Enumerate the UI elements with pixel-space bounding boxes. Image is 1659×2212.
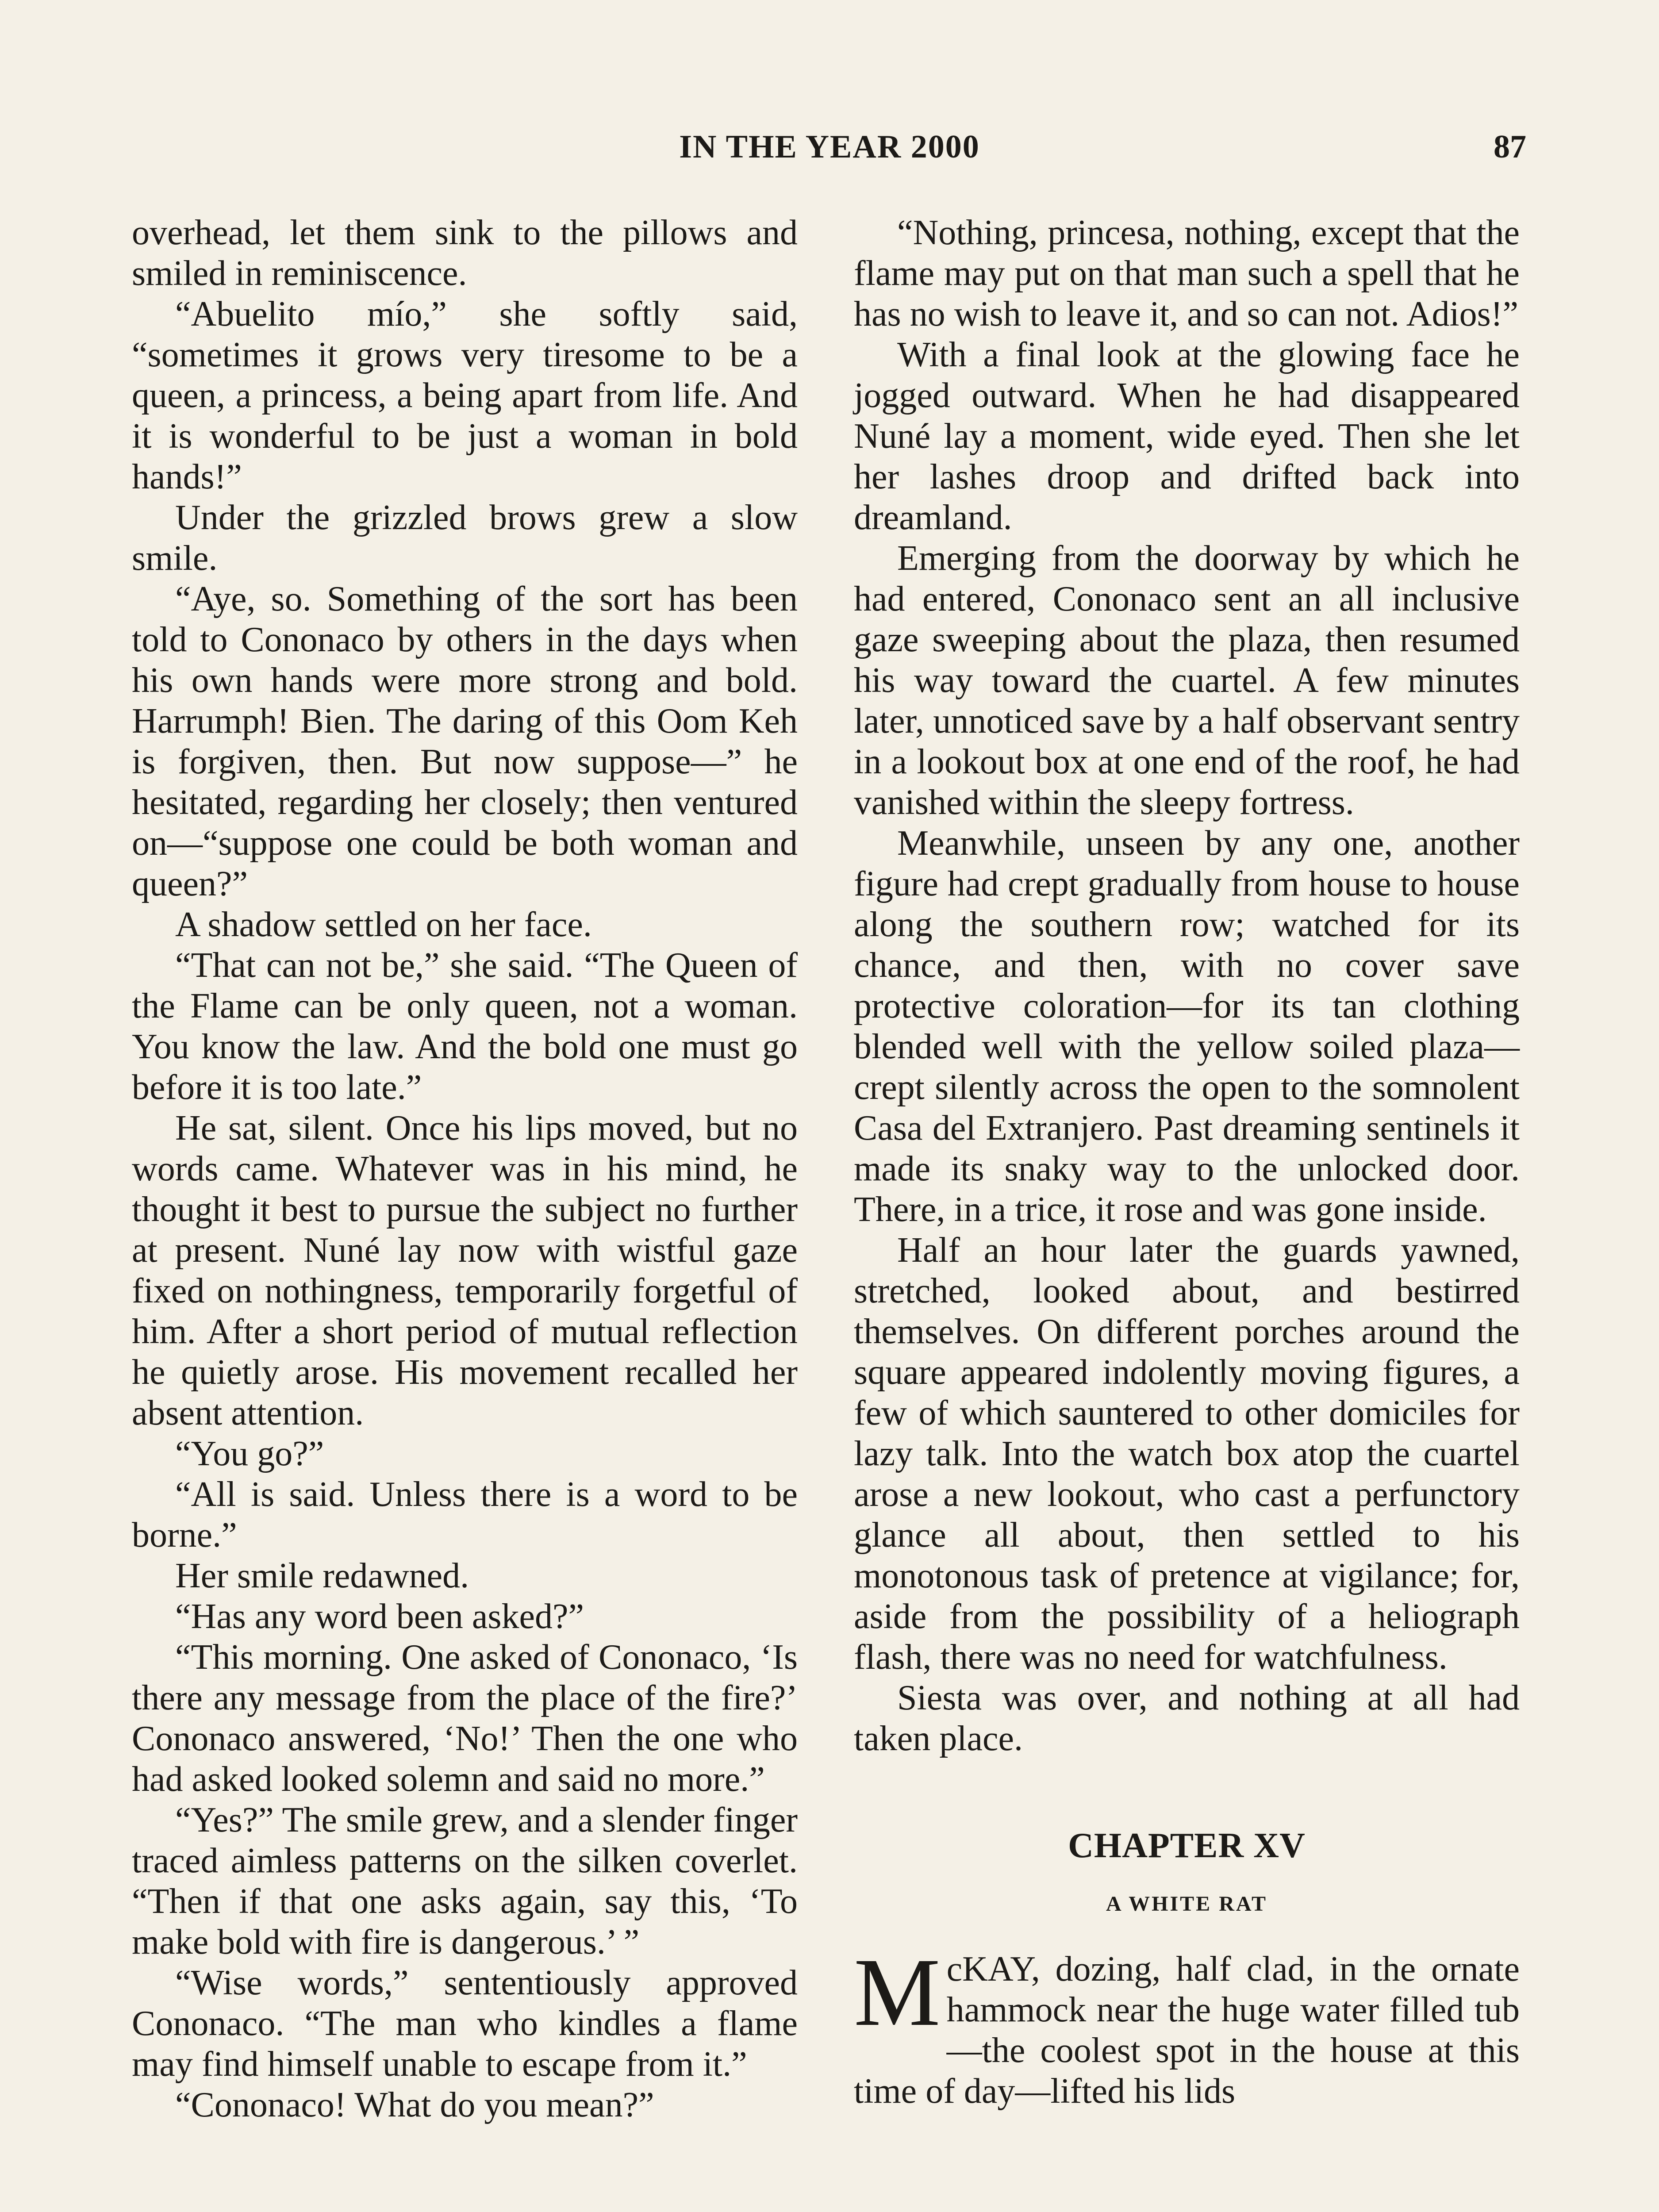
paragraph: “Abuelito mío,” she softly said, “sometimes it grows very tiresome to be a queen, a princess, a being apart from life. And it is wonderful to be just a woman in bold hands!” bbox=[132, 295, 798, 496]
running-title: IN THE YEAR 2000 bbox=[679, 129, 980, 165]
paragraph: “This morning. One asked of Cononaco, ‘Is there any message from the place of the fire?’ Cononaco answered, ‘No!’ Then the one who had asked looked solemn and said no more.” bbox=[132, 1638, 798, 1799]
paragraph: “Aye, so. Something of the sort has been told to Cononaco by others in the days when his own hands were more strong and bold. Harrumph! Bien. The daring of this Oom Keh is forgiven, then. But now suppose—” he hesitated, regarding her closely; then ventured on—“suppose one could be both woman and queen?” bbox=[132, 580, 798, 903]
paragraph: “Yes?” The smile grew, and a slender finger traced aimless patterns on the silken coverlet. “Then if that one asks again, say this, ‘To make bold with fire is dangerous.’ ” bbox=[132, 1801, 798, 1962]
paragraph: “All is said. Unless there is a word to be borne.” bbox=[132, 1475, 798, 1555]
paragraph: “You go?” bbox=[175, 1434, 324, 1473]
paragraph: “That can not be,” she said. “The Queen of the Flame can be only queen, not a woman. You know the law. And the bold one must go before it is too late.” bbox=[132, 946, 798, 1107]
paragraph: A shadow settled on her face. bbox=[175, 905, 592, 944]
paragraph: With a final look at the glowing face he jogged outward. When he had disappeared Nuné lay a moment, wide eyed. Then she let her lashes droop and drifted back into dreamland. bbox=[854, 335, 1520, 537]
paragraph: He sat, silent. Once his lips moved, but no words came. Whatever was in his mind, he thought it best to pursue the subject no further at present. Nuné lay now with wistful gaze fixed on nothingness, temporarily forgetful of him. After a short period of mutual reflection he quietly arose. His movement recalled her absent attention. bbox=[132, 1109, 798, 1432]
paragraph: Under the grizzled brows grew a slow smile. bbox=[132, 498, 798, 578]
paragraph: Her smile redawned. bbox=[175, 1556, 469, 1595]
paragraph: Meanwhile, unseen by any one, another figure had crept gradually from house to house along the southern row; watched for its chance, and then, with no cover save protective coloration—for its tan clothing blended well with the yellow soiled plaza—crept silently across the open to the somnolent Casa del Extranjero. Past dreaming sentinels it made its snaky way to the unlocked door. There, in a trice, it rose and was gone inside. bbox=[854, 824, 1520, 1229]
paragraph: “Nothing, princesa, nothing, except that the flame may put on that man such a spell that he has no wish to leave it, and so can not. Adios!” bbox=[854, 213, 1520, 334]
chapter-subtitle: A WHITE RAT bbox=[1106, 1892, 1267, 1916]
paragraph: overhead, let them sink to the pillows and smiled in reminiscence. bbox=[132, 213, 798, 293]
page-number: 87 bbox=[1494, 129, 1526, 165]
paragraph: “Wise words,” sententiously approved Cononaco. “The man who kindles a flame may find himself unable to escape from it.” bbox=[132, 1963, 798, 2084]
chapter-heading: CHAPTER XV bbox=[1068, 1826, 1306, 1865]
chapter-opening-text: cKAY, dozing, half clad, in the ornate hammock near the huge water filled tub—the coolest spot in the house at this time of day—lifted his lids bbox=[854, 1950, 1520, 2111]
paragraph: “Has any word been asked?” bbox=[175, 1597, 584, 1636]
right-column bbox=[854, 212, 1520, 2112]
left-column bbox=[132, 212, 798, 2125]
page-header bbox=[133, 128, 1526, 177]
paragraph: Siesta was over, and nothing at all had taken place. bbox=[854, 1678, 1520, 1758]
drop-cap: M bbox=[854, 1938, 941, 2046]
paragraph: Half an hour later the guards yawned, stretched, looked about, and bestirred themselves. On different porches around the square appeared indolently moving figures, a few of which sauntered to other domiciles for lazy talk. Into the watch box atop the cuartel arose a new lookout, who cast a perfunctory glance all about, then settled to his monotonous task of pretence at vigilance; for, aside from the possibility of a heliograph flash, there was no need for watchfulness. bbox=[854, 1231, 1520, 1677]
paragraph: Emerging from the doorway by which he had entered, Cononaco sent an all inclusive gaze sweeping about the plaza, then resumed his way toward the cuartel. A few minutes later, unnoticed save by a half observant sentry in a lookout box at one end of the roof, he had vanished within the sleepy fortress. bbox=[854, 539, 1520, 822]
paragraph: “Cononaco! What do you mean?” bbox=[175, 2085, 654, 2124]
chapter-opening-paragraph bbox=[854, 1938, 1520, 2112]
